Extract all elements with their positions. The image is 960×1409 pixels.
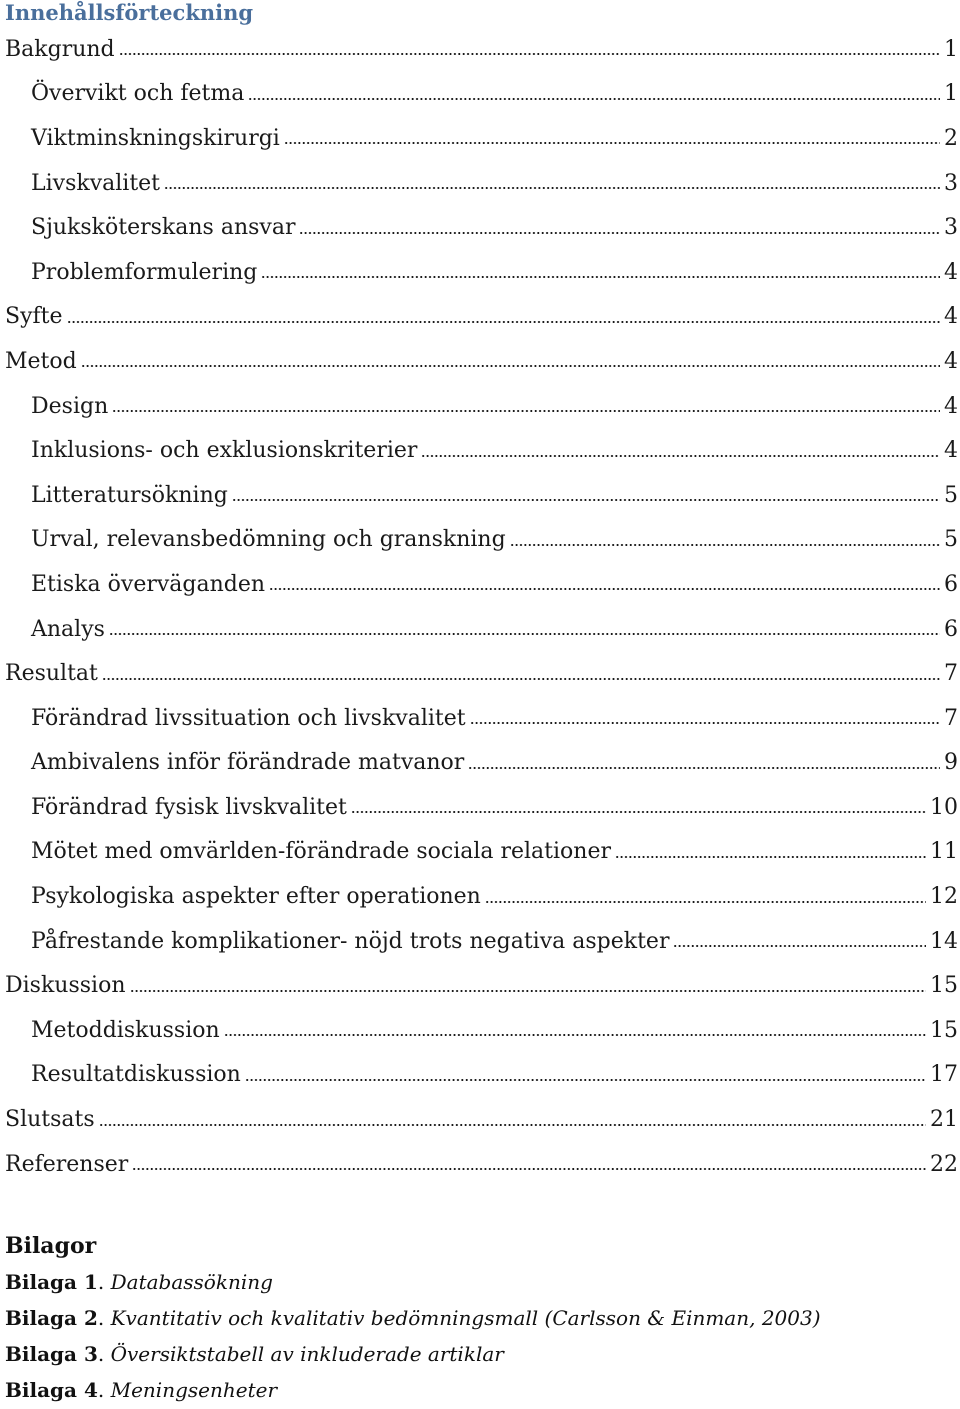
toc-page-number: 6 [944, 571, 958, 597]
appendix-description: Meningsenheter [110, 1378, 278, 1402]
toc-entry[interactable] [0, 1053, 960, 1098]
toc-page-number: 4 [944, 393, 958, 419]
toc-title: Innehållsförteckning [5, 0, 254, 25]
toc-page-number: 2 [944, 125, 958, 151]
toc-entry[interactable] [0, 250, 960, 295]
toc-entry-text: Urval, relevansbedömning och granskning [31, 527, 510, 552]
appendix-description: Kvantitativ och kvalitativ bedömningsmall (Carlsson & Einman, 2003) [110, 1306, 821, 1330]
toc-entry[interactable] [0, 741, 960, 786]
toc-page-number: 12 [930, 884, 958, 910]
toc-entry-text: Referenser [5, 1152, 132, 1177]
appendix-item [5, 1372, 945, 1408]
dot-leader [615, 855, 926, 859]
toc-page-number: 4 [944, 438, 958, 464]
toc-entry-text: Övervikt och fetma [31, 81, 248, 106]
appendix-heading: Bilagor [5, 1233, 97, 1259]
toc-page-number: 7 [944, 661, 958, 687]
toc-entry[interactable] [0, 919, 960, 964]
toc-page-number: 1 [944, 81, 958, 107]
toc-entry[interactable] [0, 428, 960, 473]
toc-page-number: 4 [944, 348, 958, 374]
dot-leader [112, 409, 940, 413]
toc-page-number: 3 [944, 170, 958, 196]
toc-page-number: 17 [930, 1062, 958, 1088]
dot-leader [261, 275, 940, 279]
toc-page-number: 3 [944, 215, 958, 241]
toc-page-number: 9 [944, 750, 958, 776]
dot-leader [132, 1167, 926, 1171]
toc-entry-text: Etiska överväganden [31, 572, 269, 597]
toc-entry[interactable] [0, 72, 960, 117]
dot-leader [248, 97, 940, 101]
appendix-separator: . [97, 1306, 111, 1330]
toc-entry[interactable] [0, 1008, 960, 1053]
toc-entry-text: Bakgrund [5, 37, 119, 62]
toc-list [0, 27, 960, 1186]
toc-page-number: 11 [930, 839, 958, 865]
dot-leader [164, 186, 940, 190]
toc-entry[interactable] [0, 830, 960, 875]
toc-entry-text: Problemformulering [31, 260, 261, 285]
dot-leader [119, 52, 940, 56]
toc-entry-text: Metod [5, 349, 81, 374]
appendix-label: Bilaga 3 [5, 1342, 98, 1366]
toc-entry[interactable] [0, 116, 960, 161]
appendix-section [5, 1228, 945, 1408]
toc-entry[interactable] [0, 295, 960, 340]
toc-page-number: 22 [930, 1151, 958, 1177]
toc-page-number: 21 [930, 1107, 958, 1133]
toc-entry-text: Resultat [5, 661, 102, 686]
appendix-label: Bilaga 2 [5, 1306, 98, 1330]
appendix-separator: . [97, 1342, 111, 1366]
toc-entry-text: Diskussion [5, 973, 130, 998]
dot-leader [351, 810, 926, 814]
appendix-separator: . [97, 1378, 111, 1402]
toc-entry[interactable] [0, 1097, 960, 1142]
toc-entry[interactable] [0, 785, 960, 830]
toc-entry[interactable] [0, 607, 960, 652]
dot-leader [673, 944, 926, 948]
toc-entry-text: Litteratursökning [31, 483, 232, 508]
toc-entry-text: Förändrad fysisk livskvalitet [31, 795, 351, 820]
dot-leader [245, 1078, 926, 1082]
appendix-item [5, 1300, 945, 1336]
toc-entry[interactable] [0, 651, 960, 696]
toc-page-number: 15 [930, 1017, 958, 1043]
toc-entry-text: Ambivalens inför förändrade matvanor [31, 750, 468, 775]
toc-entry[interactable] [0, 518, 960, 563]
toc-entry-text: Mötet med omvärlden-förändrade sociala relationer [31, 839, 615, 864]
dot-leader [102, 677, 940, 681]
dot-leader [130, 989, 927, 993]
appendix-description: Databassökning [110, 1270, 273, 1294]
dot-leader [224, 1033, 926, 1037]
dot-leader [468, 766, 940, 770]
toc-page-number: 10 [930, 794, 958, 820]
appendix-separator: . [97, 1270, 111, 1294]
dot-leader [284, 141, 940, 145]
toc-entry-text: Slutsats [5, 1107, 99, 1132]
toc-entry-text: Syfte [5, 304, 67, 329]
appendix-label: Bilaga 4 [5, 1378, 98, 1402]
dot-leader [470, 721, 940, 725]
toc-entry[interactable] [0, 696, 960, 741]
toc-entry-text: Sjuksköterskans ansvar [31, 215, 299, 240]
toc-entry-text: Förändrad livssituation och livskvalitet [31, 706, 470, 731]
dot-leader [232, 498, 940, 502]
toc-page-number: 1 [944, 36, 958, 62]
toc-entry-text: Analys [31, 617, 109, 642]
toc-entry-text: Livskvalitet [31, 171, 164, 196]
appendix-item [5, 1264, 945, 1300]
toc-entry[interactable] [0, 562, 960, 607]
toc-entry[interactable] [0, 384, 960, 429]
appendix-list [5, 1264, 945, 1408]
toc-page-number: 4 [944, 259, 958, 285]
toc-entry-text: Inklusions- och exklusionskriterier [31, 438, 421, 463]
toc-page-number: 5 [944, 527, 958, 553]
dot-leader [269, 587, 940, 591]
toc-entry[interactable] [0, 339, 960, 384]
appendix-label: Bilaga 1 [5, 1270, 98, 1294]
dot-leader [109, 632, 940, 636]
toc-entry[interactable] [0, 27, 960, 72]
toc-entry[interactable] [0, 205, 960, 250]
appendix-item [5, 1336, 945, 1372]
toc-entry[interactable] [0, 473, 960, 518]
toc-page-number: 4 [944, 304, 958, 330]
toc-page-number: 14 [930, 928, 958, 954]
dot-leader [81, 364, 940, 368]
toc-entry-text: Viktminskningskirurgi [31, 126, 284, 151]
dot-leader [99, 1123, 926, 1127]
toc-entry[interactable] [0, 1142, 960, 1187]
toc-page-number: 6 [944, 616, 958, 642]
toc-entry-text: Resultatdiskussion [31, 1062, 245, 1087]
toc-page-number: 7 [944, 705, 958, 731]
dot-leader [510, 543, 940, 547]
toc-entry[interactable] [0, 161, 960, 206]
dot-leader [299, 231, 940, 235]
toc-entry-text: Psykologiska aspekter efter operationen [31, 884, 485, 909]
toc-entry-text: Metoddiskussion [31, 1018, 224, 1043]
dot-leader [67, 320, 940, 324]
dot-leader [485, 900, 926, 904]
toc-entry-text: Påfrestande komplikationer- nöjd trots negativa aspekter [31, 929, 673, 954]
appendix-description: Översiktstabell av inkluderade artiklar [110, 1342, 504, 1366]
toc-entry[interactable] [0, 963, 960, 1008]
toc-page-number: 5 [944, 482, 958, 508]
toc-entry-text: Design [31, 394, 112, 419]
toc-page-number: 15 [930, 973, 958, 999]
dot-leader [421, 454, 940, 458]
toc-entry[interactable] [0, 874, 960, 919]
